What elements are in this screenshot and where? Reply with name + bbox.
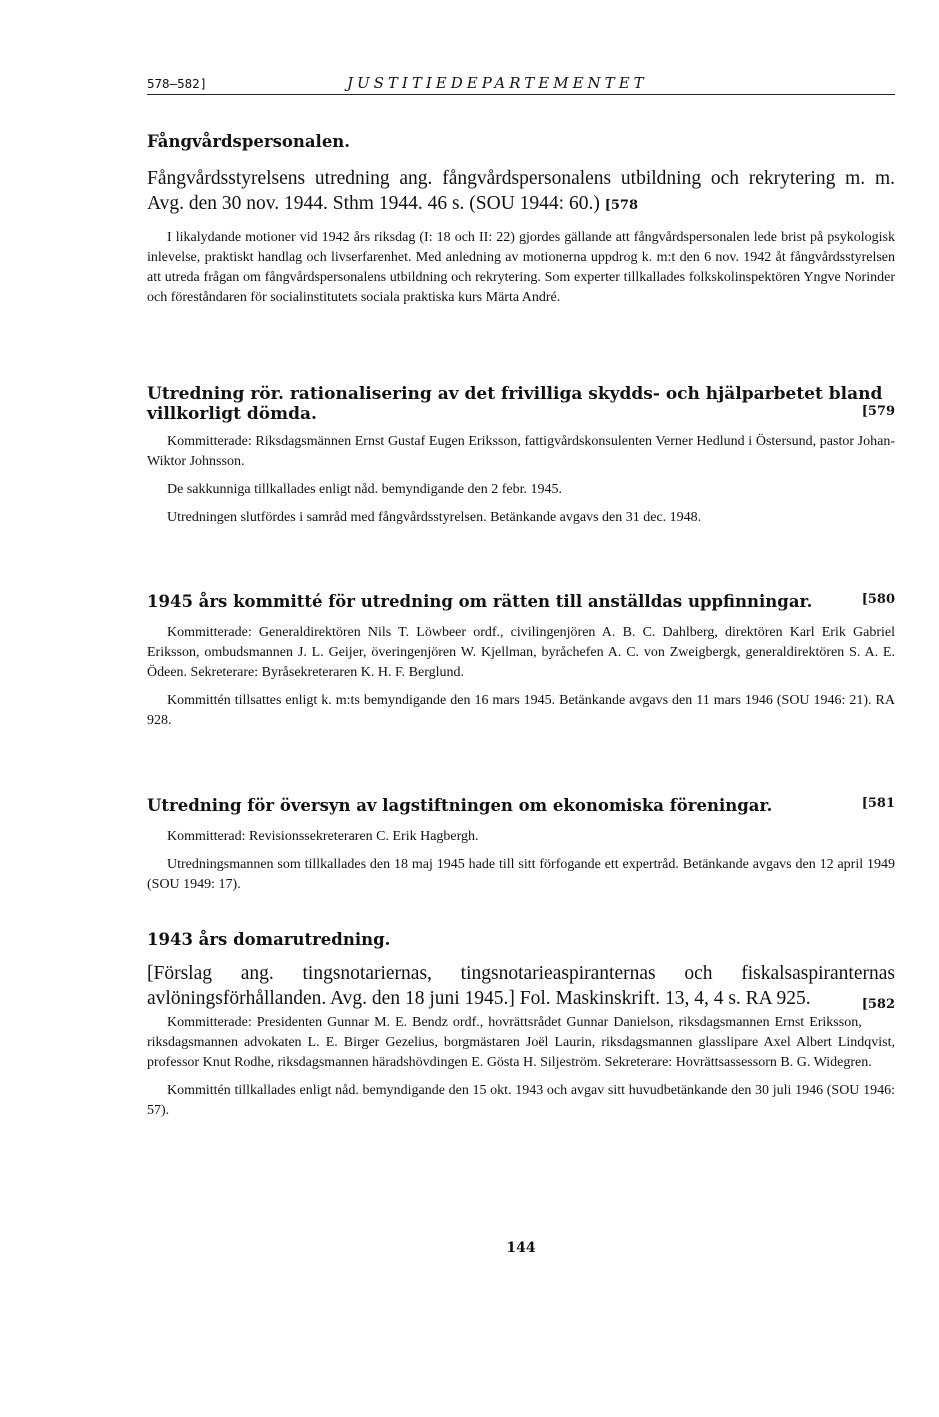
- section-heading: Fångvårdspersonalen.: [147, 132, 351, 151]
- item-number: [582: [861, 997, 895, 1012]
- section-578: [147, 132, 895, 308]
- section-581: [147, 796, 895, 895]
- document-page: [147, 74, 895, 1256]
- section-heading: Utredning rör. rationalisering av det frivilliga skydds- och hjälparbetet bland villkorligt dömda. [579: [147, 384, 895, 424]
- section-paragraph: Utredningsmannen som tillkallades den 18 maj 1945 hade till sitt förfogande ett expertråd. Betänkande avgavs den 12 april 1949 (SOU 1949: 17).: [147, 857, 895, 892]
- page-number: 144: [506, 1240, 536, 1256]
- section-paragraph: Kommittén tillsattes enligt k. m:ts bemyndigande den 16 mars 1945. Betänkande avgavs den 11 mars 1946 (SOU 1946: 21). RA 928.: [147, 693, 895, 728]
- item-number: [578: [604, 198, 639, 213]
- section-paragraph: Kommittén tillkallades enligt nåd. bemyndigande den 15 okt. 1943 och avgav sitt huvudbetänkande den 30 juli 1946 (SOU 1946: 57).: [147, 1083, 895, 1118]
- publication-title: [Förslag ang. tingsnotariernas, tingsnotarieaspiranternas och fiskalsaspiranternas avlöningsförhållanden. Avg. den 18 juni 1945.] Fol. Maskinskrift. 13, 4, 4 s. RA 925. [582: [147, 961, 895, 1011]
- section-heading: 1945 års kommitté för utredning om rätten till anställdas uppfinningar. [580: [147, 592, 895, 611]
- page-range: 578—582]: [147, 76, 208, 91]
- section-paragraph: De sakkunniga tillkallades enligt nåd. bemyndigande den 2 febr. 1945.: [167, 482, 563, 497]
- publication-title: Fångvårdsstyrelsens utredning ang. fångvårdspersonalens utbildning och rekrytering m. m. Avg. den 30 nov. 1944. Sthm 1944. 46 s. (SOU 1944: 60.) [578: [147, 168, 895, 214]
- running-header: [147, 74, 895, 95]
- department-title: JUSTITIEDEPARTEMENTET: [347, 74, 648, 92]
- section-paragraph: Kommitterade: Riksdagsmännen Ernst Gustaf Eugen Eriksson, fattigvårdskonsulenten Verner Hedlund i Östersund, pastor Johan-Wiktor Johnsson.: [147, 434, 895, 469]
- section-body: I likalydande motioner vid 1942 års riksdag (I: 18 och II: 22) gjordes gällande att fångvårdspersonalen lede brist på psykologisk inlevelse, praktiskt handlag och livserfarenhet. Med anledning av motionerna uppdrog k. m:t den 6 nov. 1942 åt fångvårdsstyrelsen att utreda frågan om fångvårdspersonalens utbildning och rekrytering. Som experter tillkallades folkskolinspektören Yngve Norinder och föreståndaren för socialinstitutets sociala praktiska kurs Märta André.: [147, 230, 895, 305]
- section-heading: 1943 års domarutredning.: [147, 930, 391, 949]
- section-paragraph: Utredningen slutfördes i samråd med fångvårdsstyrelsen. Betänkande avgavs den 31 dec. 1948.: [167, 510, 702, 525]
- section-heading: Utredning för översyn av lagstiftningen om ekonomiska föreningar. [581: [147, 796, 895, 815]
- section-paragraph: Kommitterade: Generaldirektören Nils T. Löwbeer ordf., civilingenjören A. B. C. Dahlberg, direktören Karl Erik Gabriel Eriksson, ombudsmannen J. L. Geijer, överingenjören W. Kjellman, byråchefen A. C. von Zweigbergk, generaldirektören S. A. E. Ödeen. Sekreterare: Byråsekreteraren K. H. F. Berglund.: [147, 625, 895, 680]
- section-paragraph: Kommitterade: Presidenten Gunnar M. E. Bendz ordf., hovrättsrådet Gunnar Danielson, riksdagsmannen Ernst Eriksson, riksdagsmannen advokaten L. E. Birger Gezelius, borgmästaren Joël Laurin, riksdagsmannen glasslipare Axel Albert Lindqvist, professor Knut Rodhe, riksdagsmannen häradshövdingen E. Gösta H. Siljeström. Sekreterare: Hovrättsassessorn B. G. Widegren.: [147, 1015, 895, 1070]
- section-paragraph: Kommitterad: Revisionssekreteraren C. Erik Hagbergh.: [167, 829, 479, 844]
- section-580: [147, 592, 895, 731]
- item-number: [579: [861, 404, 895, 419]
- section-579: [147, 384, 895, 528]
- item-number: [581: [861, 796, 895, 811]
- section-582: [147, 930, 895, 1121]
- item-number: [580: [861, 592, 895, 607]
